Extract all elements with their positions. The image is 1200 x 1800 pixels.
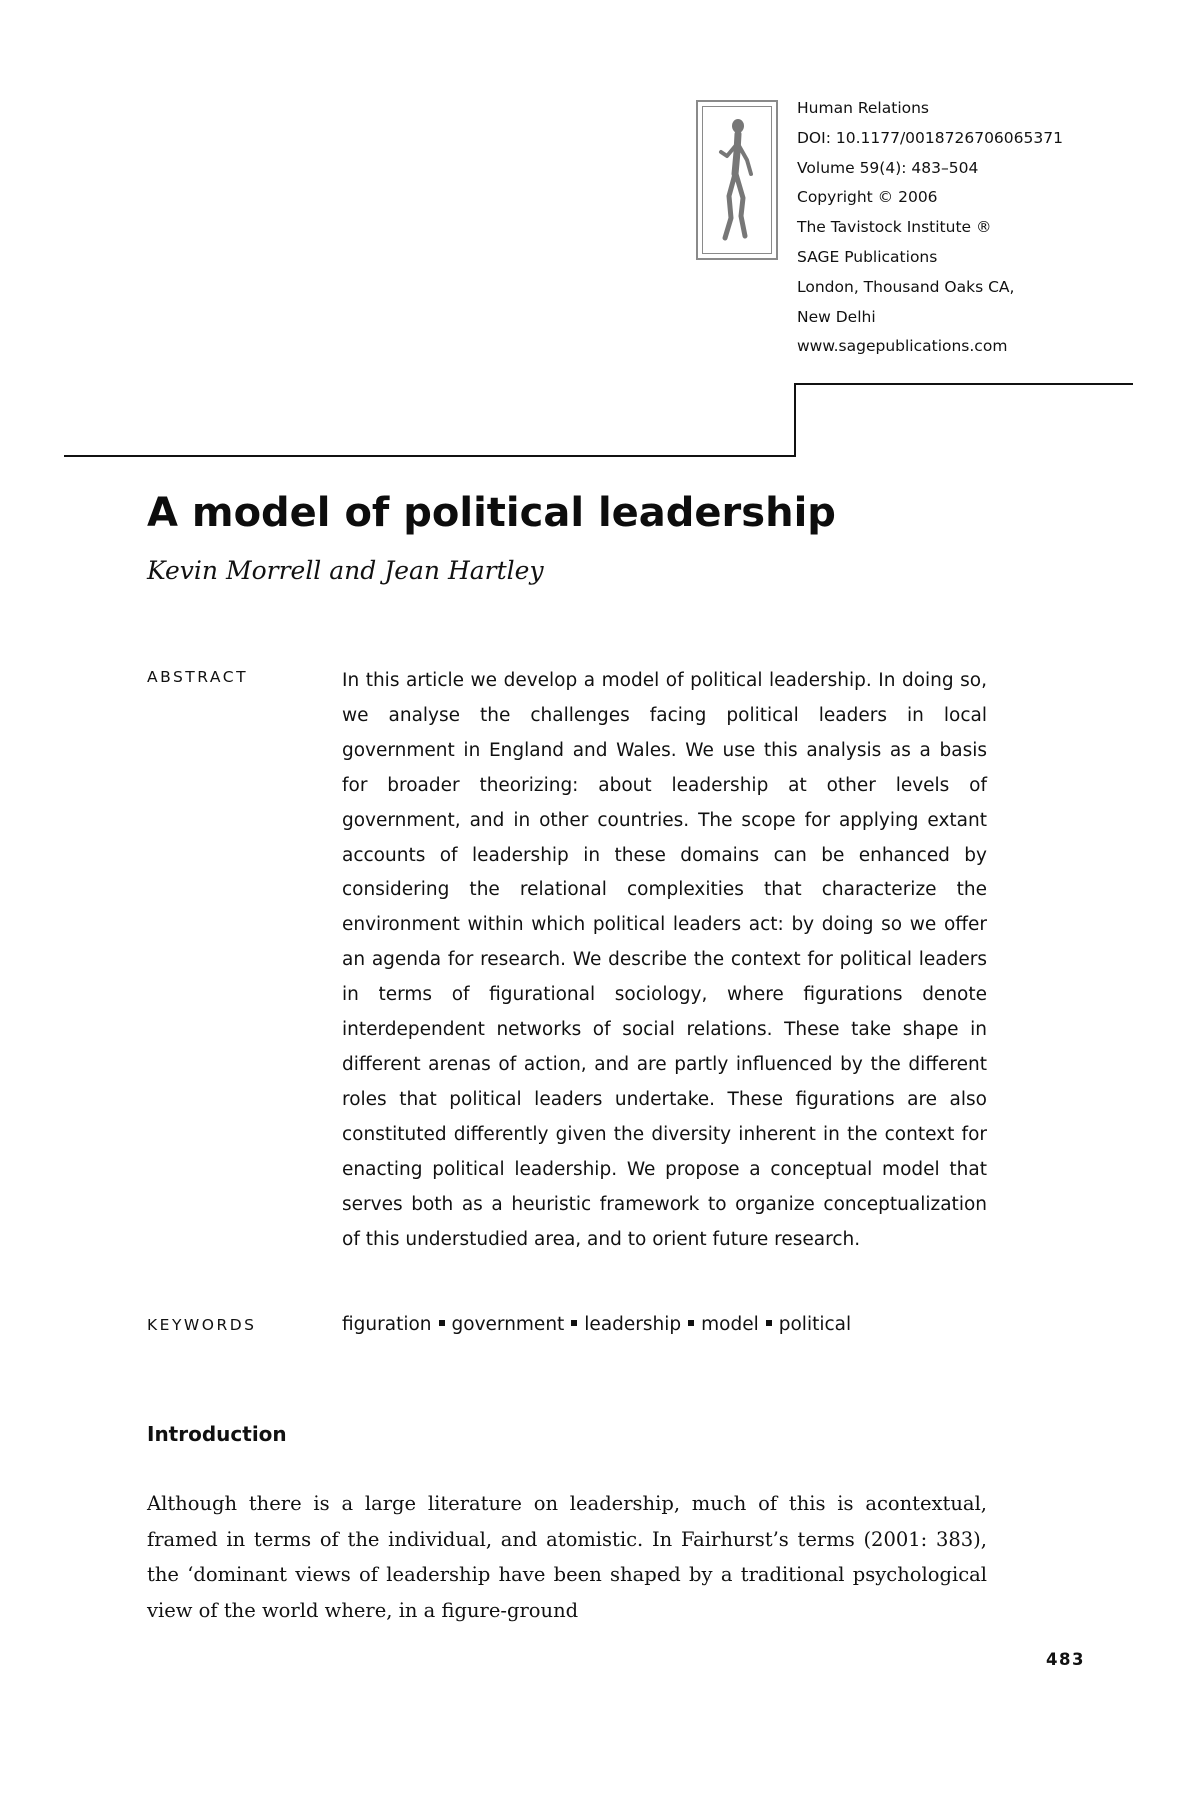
- walking-figure-icon: [702, 106, 772, 254]
- header-rule-bottom: [64, 455, 796, 457]
- publisher-location: London, Thousand Oaks CA,: [797, 277, 1015, 296]
- bullet-separator-icon: [571, 1320, 577, 1326]
- keywords-label: KEYWORDS: [147, 1316, 257, 1334]
- keywords-list: [342, 1311, 987, 1339]
- bullet-separator-icon: [439, 1320, 445, 1326]
- page-number: 483: [1046, 1650, 1085, 1669]
- bullet-separator-icon: [688, 1320, 694, 1326]
- abstract-text: In this article we develop a model of political leadership. In doing so, we analyse the challenges facing political leaders in local government in England and Wales. We use this analysis as a basis for broader theorizing: about leadership at other levels of government, and in other countries. The scope for applying extant accounts of leadership in these domains can be enhanced by considering the relational complexities that characterize the environment within which political leaders act: by doing so we offer an agenda for research. We describe the context for political leaders in terms of figurational sociology, where figurations denote interdependent networks of social relations. These take shape in different arenas of action, and are partly influenced by the different roles that political leaders undertake. These figurations are also constituted differently given the diversity inherent in the context for enacting political leadership. We propose a conceptual model that serves both as a heuristic framework to organize conceptualization of this understudied area, and to orient future research.: [342, 670, 987, 1250]
- section-heading-introduction: Introduction: [147, 1422, 287, 1446]
- header-rule-top: [794, 383, 1133, 385]
- copyright: Copyright © 2006: [797, 188, 938, 207]
- doi: DOI: 10.1177/0018726706065371: [797, 128, 1063, 147]
- publisher-location-cont: New Delhi: [797, 307, 876, 326]
- journal-logo: [696, 100, 778, 260]
- keyword: model: [701, 1314, 759, 1335]
- volume-pages: Volume 59(4): 483–504: [797, 158, 979, 177]
- journal-info: [797, 94, 1127, 362]
- keyword: figuration: [342, 1314, 432, 1335]
- introduction-paragraph: Although there is a large literature on leadership, much of this is acontextual, framed in terms of the individual, and atomistic. In Fairhurst’s terms (2001: 383), the ‘dominant views of leadership have been shaped by a traditional psychological view of the world where, in a figure-ground: [147, 1492, 987, 1622]
- header-rule-step: [794, 383, 796, 456]
- institute: The Tavistock Institute ®: [797, 218, 992, 237]
- journal-name: Human Relations: [797, 99, 930, 117]
- article-authors: Kevin Morrell and Jean Hartley: [147, 556, 544, 585]
- publisher-website: www.sagepublications.com: [797, 337, 1008, 356]
- keyword: government: [451, 1314, 565, 1335]
- keyword: leadership: [584, 1314, 682, 1335]
- publisher: SAGE Publications: [797, 247, 938, 266]
- article-title: A model of political leadership: [147, 490, 836, 536]
- bullet-separator-icon: [766, 1320, 772, 1326]
- abstract-label: ABSTRACT: [147, 668, 249, 686]
- keyword: political: [778, 1314, 852, 1335]
